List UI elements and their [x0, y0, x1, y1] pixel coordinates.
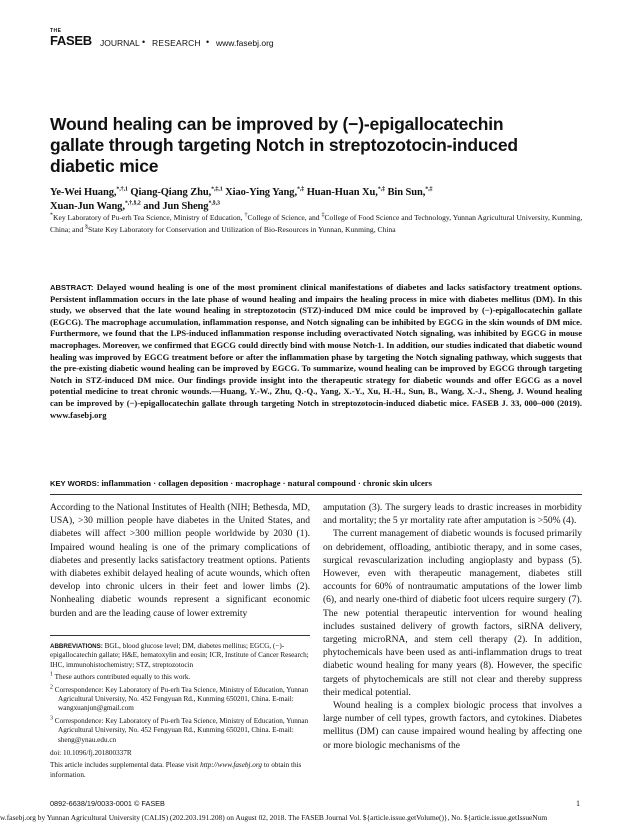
body-paragraph: The current management of diabetic wounds is focused primarily on debridement, offloading, antibiotic therapy, and in some cases, surgical revascularization including angioplasty and bypass (5). However, even with therapeutic management, diabetes still accounts for 60% of nontraumatic amputations of the lower limb (6), and nearly one-third of diabetic foot ulcers require surgery (7). The new potential therapeutic intervention for wound healing includes sustained delivery of growth factors, siRNA delivery, targeting microRNA, and stem cell therapy (2). In addition, phytochemicals have been used as anti-inflammation drugs to treat diabetic wound healing for many years (8). However, the specific targets of phytochemicals are still not clear and thereby suppress their medical potential. — [323, 529, 582, 698]
author-affil-mark: *,‡ — [377, 186, 385, 193]
author-name: Bin Sun, — [387, 187, 426, 198]
author-name: Xiao-Ying Yang, — [225, 187, 297, 198]
body-column-right — [323, 502, 582, 753]
page-number: 1 — [576, 799, 580, 808]
footnote-2: Correspondence: Key Laboratory of Pu-erh Tea Science, Ministry of Education, Yunnan Agricultural University, No. 452 Fengyuan Rd., Kunming 650201, China. E-mail: wangxuanjun@gmail.com — [54, 685, 309, 713]
affiliations: *Key Laboratory of Pu-erh Tea Science, Ministry of Education, †College of Science, and ‡College of Food Science and Technology, Yunnan Agricultural University, Kunming, China; and §State Key Laboratory for Conservation and Utilization of Bio-Resources in Yunnan, Kunming, China — [50, 212, 583, 234]
supplemental-note-end: to obtain this information. — [50, 761, 302, 779]
affiliation: State Key Laboratory for Conservation and Utilization of Bio-Resources in Yunnan, Kunming, China — [88, 225, 396, 234]
logo-the: THE — [50, 28, 62, 34]
keywords-text: inflammation · collagen deposition · macrophage · natural compound · chronic skin ulcers — [101, 478, 432, 488]
author-affil-mark: *,‡,1 — [211, 186, 223, 193]
supplemental-note: This article includes supplemental data. Please visit — [50, 761, 199, 770]
author-affil-mark: *,‡ — [296, 186, 305, 193]
keywords — [50, 478, 590, 488]
abstract-text: Delayed wound healing is one of the most prominent clinical manifestations of diabetes and lacks satisfactory treatment options. Persistent inflammation occurs in the late phase of wound healing and impairs the healing process in mice with diabetes mellitus (DM). In this study, we observed that the late wound healing in streptozotocin (STZ)-induced DM mice could be improved by (−)-epigallocatechin gallate (EGCG). The macrophage accumulation, inflammation response, and Notch signaling can be inhibited by EGCG in the skin wounds of DM mice. Furthermore, we found that the LPS-induced inflammation response including overactivated Notch signaling, was inhibited by EGCG in mouse macrophages. Moreover, we confirmed that EGCG could directly bind with mouse Notch-1. In addition, our studies indicated that diabetic wound healing was improved by EGCG treatment before or after the inflammation phase by targeting the Notch signaling pathway, which suggests that the pre-existing diabetic wound healing can be improved by EGCG. To summarize, wound healing can be improved by EGCG through targeting Notch in STZ-induced DM mice. Our findings provide insight into the therapeutic strategy for diabetic wounds and offer EGCG as a novel potential medicine to treat chronic wounds.—Huang, Y.-W., Zhu, Q.-Q., Yang, X.-Y., Xu, H.-H., Sun, B., Wang, X.-J., Sheng, J. Wound healing can be improved by (−)-epigallocatechin gallate through targeting Notch in streptozotocin-induced diabetic mice. FASEB J. 33, 000–000 (2019). www.fasebj.org — [50, 282, 582, 420]
footnote-divider — [50, 635, 310, 636]
header-bullet: • — [206, 37, 210, 47]
author-name: Qiang-Qiang Zhu, — [130, 187, 212, 198]
author-name: Huan-Huan Xu, — [306, 187, 378, 198]
body-column-left — [50, 502, 310, 621]
abbreviations-label: ABBREVIATIONS: — [50, 643, 103, 650]
journal-header — [50, 28, 590, 54]
header-bullet: • — [142, 37, 146, 47]
journal-url-link[interactable]: www.fasebj.org — [216, 38, 274, 48]
article-title: Wound healing can be improved by (−)-epigallocatechin gallate through targeting Notch in streptozotocin-induced diabetic mice — [50, 114, 518, 176]
footnotes: ABBREVIATIONS: BGL, blood glucose level; DM, diabetes mellitus; EGCG, (−)-epigallocatechin gallate; H&E, hematoxylin and eosin; ICR, Institute of Cancer Research; IHC, immunohistochemistry; STZ, streptozotocin $^1$ These authors contributed equally to this work. $^2$ Correspondence: Key Laboratory of Pu-erh Tea Science, Ministry of Education, Yunnan Agricultural University, No. 452 Fengyuan Rd., Kunming 650201, China. E-mail: wangxuanjun@gmail.com $^3$ Correspondence: Key Laboratory of Pu-erh Tea Science, Ministry of Education, Yunnan Agricultural University, No. 452 Fengyuan Rd., Kunming 650201, China. E-mail: sheng@ynau.edu.cn doi: 10.1096/fj.201800337R This article includes supplemental data. Please visit http://www.fasebj.org to obtain this information. — [50, 642, 309, 779]
abstract-label: ABSTRACT: — [50, 283, 94, 292]
section-label: RESEARCH — [152, 38, 201, 48]
footnote-1: These authors contributed equally to this work. — [54, 673, 191, 682]
abbreviations-text: BGL, blood glucose level; DM, diabetes mellitus; EGCG, (−)-epigallocatechin gallate; H&E, hematoxylin and eosin; ICR, Institute of Cancer Research; IHC, immunohistochemistry; STZ, streptozotocin — [50, 642, 309, 669]
author-list — [50, 186, 590, 213]
affiliation: College of Food Science and Technology, Yunnan Agricultural University, Kunming, China; and — [50, 213, 583, 234]
body-paragraph: Wound healing is a complex biologic process that involves a large number of cell types, growth factors, and cytokines. Diabetes mellitus (DM) can cause impaired wound healing by affecting one or more biologic mechanisms of the — [323, 701, 582, 751]
affiliation: Key Laboratory of Pu-erh Tea Science, Ministry of Education, — [53, 213, 243, 222]
footnote-3: Correspondence: Key Laboratory of Pu-erh Tea Science, Ministry of Education, Yunnan Agricultural University, No. 452 Fengyuan Rd., Kunming 650201, China. E-mail: sheng@ynau.edu.cn — [54, 716, 309, 744]
author-affil-mark: *,‡ — [425, 186, 433, 193]
download-notice: w.fasebj.org by Yunnan Agricultural University (CALIS) (202.203.191.208) on August 02, 2018. The FASEB Journal Vol. ${article.issue.getVolume()}, No. ${article.issue.getIssueNum — [0, 813, 548, 822]
abstract — [50, 282, 582, 421]
author-affil-mark: *,†,§,2 — [124, 200, 141, 206]
doi: doi: 10.1096/fj.201800337R — [50, 749, 132, 758]
divider — [50, 494, 582, 495]
journal-logo-word: JOURNAL — [100, 38, 140, 48]
author-name: Xuan-Jun Wang, — [50, 200, 125, 212]
author-name: Ye-Wei Huang, — [50, 187, 117, 198]
body-paragraph: According to the National Institutes of Health (NIH; Bethesda, MD, USA), >30 million people have diabetes in the United States, and diabetes will affect >300 million people worldwide by 2030 (1). Impaired wound healing is one of the primary complications of diabetes and presently lacks satisfactory treatment options. Patients with diabetes exhibit delayed healing of acute wounds, which often develop into chronic ulcers in their feet and lower limbs (2). Nonhealing diabetic wounds represent a significant economic burden and are the leading cause of lower extremity — [50, 503, 310, 619]
author-name: and Jun Sheng — [143, 200, 209, 212]
keywords-label: KEY WORDS: — [50, 479, 100, 488]
issn-code: 0892-6638/19/0033-0001 © FASEB — [50, 799, 165, 808]
author-affil-mark: *,†,1 — [116, 186, 128, 193]
author-affil-mark: *,§,3 — [208, 200, 220, 206]
body-paragraph: amputation (3). The surgery leads to drastic increases in morbidity and mortality; the 5 yr mortality rate after amputation is >50% (4). — [323, 503, 582, 527]
journal-logo: FASEB — [50, 33, 92, 48]
affiliation: College of Science, and — [247, 213, 320, 222]
supplemental-link[interactable]: http://www.fasebj.org — [200, 761, 263, 770]
